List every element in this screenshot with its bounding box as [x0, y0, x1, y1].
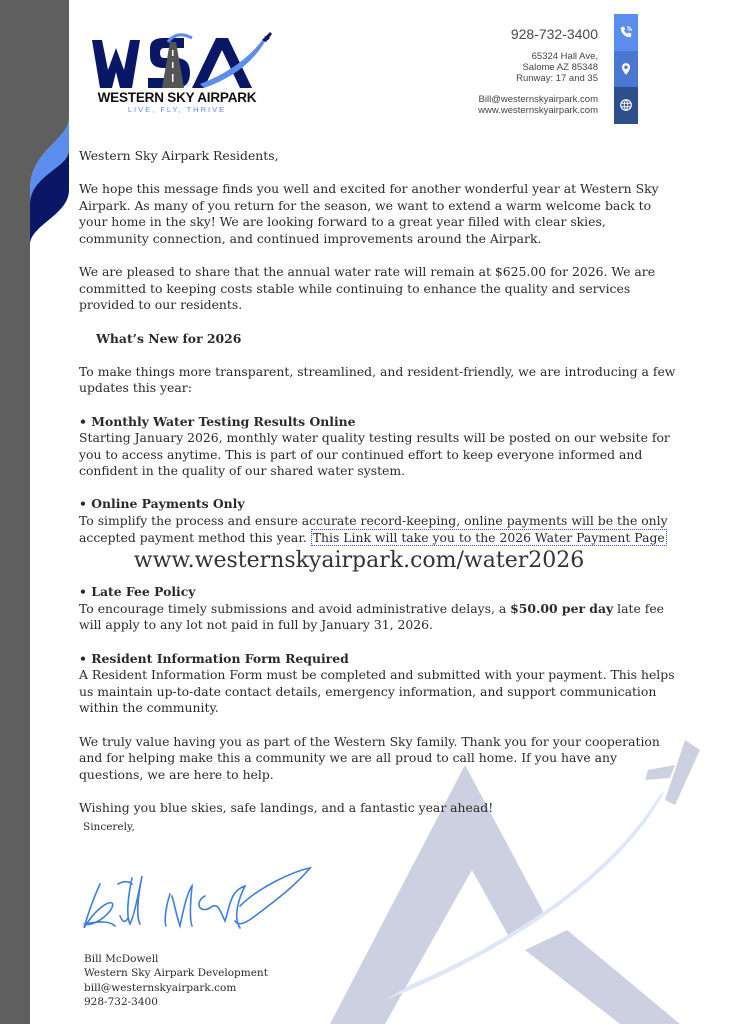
- sidebar-decoration: [0, 0, 70, 1024]
- logo-tagline: LIVE, FLY, THRIVE: [127, 105, 227, 114]
- paragraph-closing: We truly value having you as part of the Western Sky family. Thank you for your cooperation and for helping make this a community we are all proud to call home. If you have any questions, we are here to help.: [79, 733, 660, 782]
- contact-website[interactable]: www.westernskyairpark.com: [478, 105, 598, 116]
- signer-organization: Western Sky Airpark Development: [84, 967, 268, 980]
- bullet-title: • Monthly Water Testing Results Online: [79, 413, 356, 429]
- paragraph-wish: Wishing you blue skies, safe landings, and a fantastic year ahead!: [79, 799, 494, 815]
- greeting: Western Sky Airpark Residents,: [79, 148, 279, 163]
- bullet-title: • Late Fee Policy: [79, 584, 196, 600]
- paragraph-welcome: We hope this message finds you well and excited for another wonderful year at Western Sky Airpark. As many of you return for the season, we want to extend a warm welcome back to your home in the sky! We are looking forward to a great year filled with clear skies, community connection, and continued improvements around the Airpark.: [79, 181, 659, 246]
- signer-phone: 928-732-3400: [84, 995, 158, 1008]
- handwritten-signature: [80, 866, 320, 938]
- payment-url[interactable]: www.westernskyairpark.com/water2026: [133, 548, 585, 574]
- contact-icon-column: [614, 14, 638, 124]
- contact-runway: Runway: 17 and 35: [516, 73, 598, 84]
- contact-phone: 928-732-3400: [510, 26, 598, 42]
- bullet-resident-form: [79, 651, 679, 717]
- sincerely: Sincerely,: [83, 821, 135, 834]
- globe-icon: [614, 87, 638, 124]
- bullet-late-fee: [79, 584, 679, 634]
- contact-address-line1: 65324 Hall Ave,: [531, 51, 598, 62]
- wsa-logo-mark: [92, 28, 282, 90]
- bullet-title: • Online Payments Only: [79, 496, 245, 512]
- bullet-body: A Resident Information Form must be completed and submitted with your payment. This helps us maintain up-to-date contact details, emergency information, and support communication within the community.: [79, 667, 675, 716]
- contact-email[interactable]: Bill@westernskyairpark.com: [478, 94, 598, 105]
- bullet-water-testing: [79, 414, 679, 480]
- signer-email[interactable]: bill@westernskyairpark.com: [84, 981, 237, 994]
- bullet-title: • Resident Information Form Required: [79, 650, 349, 666]
- logo: [92, 28, 282, 113]
- signature-block: [84, 952, 268, 1009]
- bullet-body: To simplify the process and ensure accurate record-keeping, online payments will be the only accepted payment method this year.: [79, 513, 668, 545]
- signer-name: Bill McDowell: [84, 953, 159, 965]
- paragraph-intro: To make things more transparent, streamlined, and resident-friendly, we are introducing a few updates this year:: [79, 363, 676, 396]
- contact-block: [478, 26, 598, 116]
- section-title-whats-new: What’s New for 2026: [96, 330, 242, 346]
- logo-wordmark: WESTERN SKY AIRPARK: [97, 90, 257, 105]
- location-pin-icon: [614, 51, 638, 88]
- bullet-online-payments: [79, 496, 679, 546]
- bullet-body: To encourage timely submissions and avoid administrative delays, a: [79, 600, 511, 616]
- contact-address-line2: Salome AZ 85348: [522, 62, 598, 73]
- late-fee-amount: $50.00 per day: [510, 600, 614, 616]
- bullet-body-end: late fee will apply to any lot not paid in full by January 31, 2026.: [79, 600, 664, 633]
- phone-icon: [614, 14, 638, 51]
- payment-page-link[interactable]: This Link will take you to the 2026 Water Payment Page: [312, 529, 665, 545]
- letter-body: [79, 148, 679, 852]
- paragraph-water-rate: We are pleased to share that the annual water rate will remain at $625.00 for 2026. We are committed to keeping costs stable while continuing to enhance the quality and services provided to our residents.: [79, 264, 656, 313]
- bullet-body: Starting January 2026, monthly water quality testing results will be posted on our website for you to access anytime. This is part of our continued effort to keep everyone informed and confident in the quality of our shared water system.: [79, 430, 670, 479]
